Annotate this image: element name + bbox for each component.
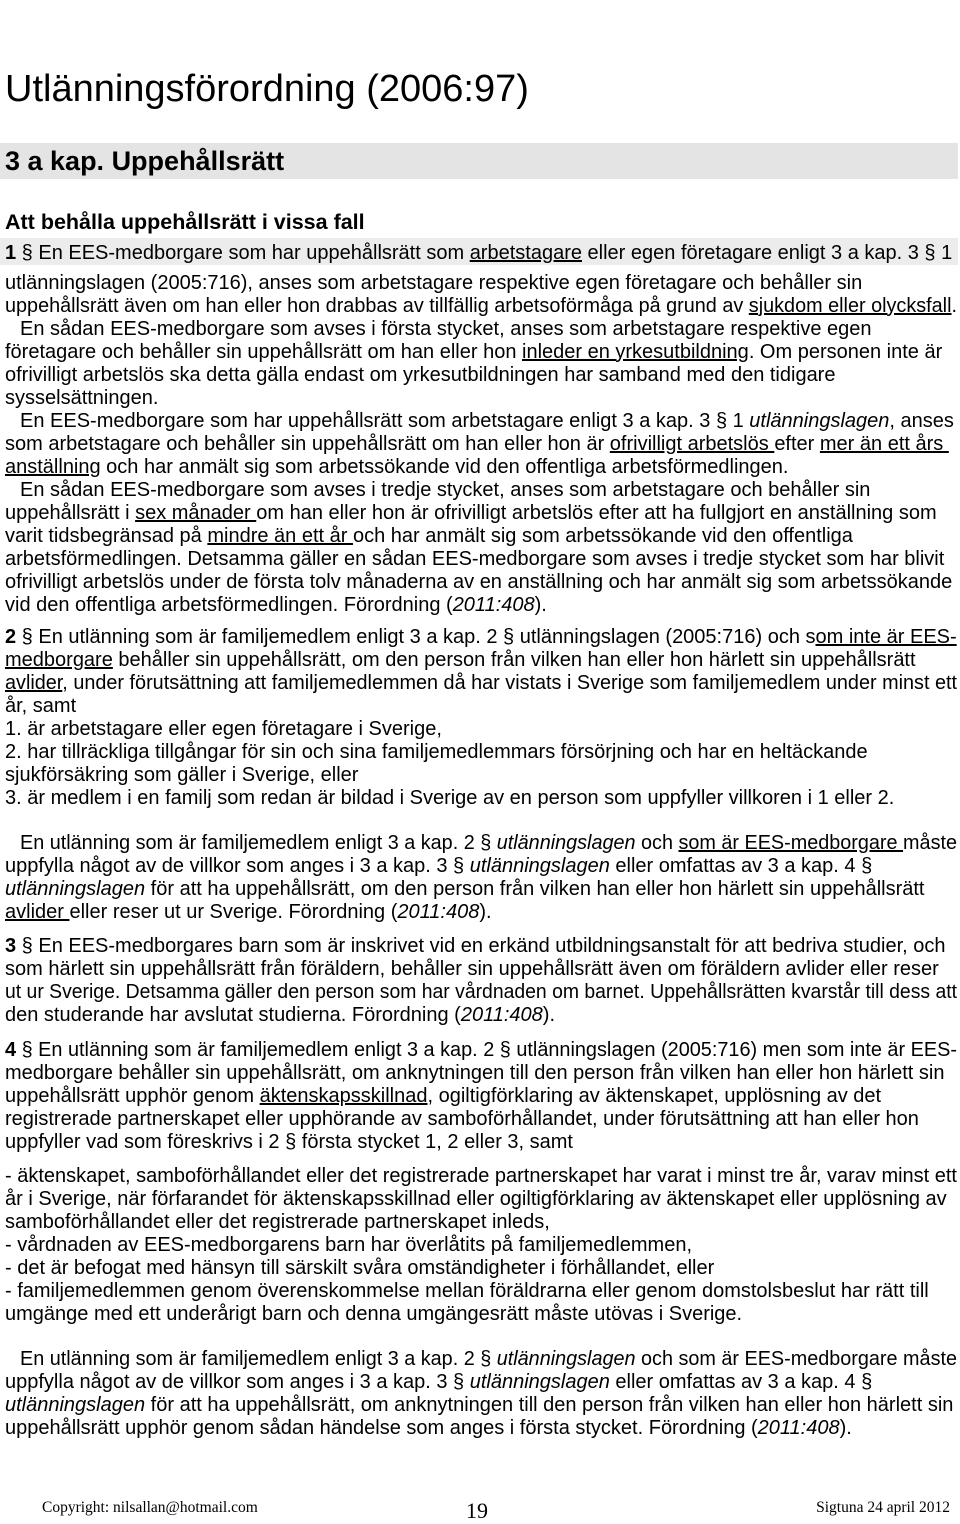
line-text [5, 1165, 957, 1188]
text-segment: som arbetstagare och behåller sin uppehållsrätt om han eller hon är [5, 432, 610, 455]
underlined-text: arbetstagare [469, 241, 582, 264]
line-text [5, 456, 788, 479]
italic-text: utlänningslagen [749, 409, 890, 432]
text-line [5, 901, 957, 924]
line-text [5, 242, 952, 265]
text-line [5, 1039, 957, 1062]
text-line [5, 433, 957, 456]
text-segment: eller reser ut ur Sverige. Förordning ( [69, 900, 398, 923]
text-line [5, 1348, 957, 1371]
italic-text: utlänningslagen [5, 877, 146, 900]
text-segment: som härlett sin uppehållsrätt från föräldern, behåller sin uppehållsrätt även om föräldern avlider eller reser [5, 957, 939, 980]
text-segment: medborgare behåller sin uppehållsrätt, om anknytningen till den person från vilken han eller hon härlett sin [5, 1061, 945, 1084]
text-line [5, 764, 957, 787]
text-line [5, 594, 957, 617]
text-segment: - vårdnaden av EES-medborgarens barn har överlåtits på familjemedlemmen, [5, 1233, 693, 1256]
line-text [5, 341, 942, 364]
text-line [5, 1062, 957, 1085]
text-segment: ofrivilligt arbetslös under de första tolv månaderna av en anställning och har anmält sig som arbetssökande [5, 570, 953, 593]
text-segment: för att ha uppehållsrätt, om den person från vilken han eller hon härlett sin uppehållsrätt [145, 877, 925, 900]
text-segment: år, samt [5, 694, 77, 717]
italic-text: utlänningslagen [496, 831, 636, 854]
line-text [5, 571, 952, 594]
text-line [5, 855, 957, 878]
line-text [5, 741, 868, 764]
line-text [20, 318, 872, 341]
text-segment: En utlänning som är familjemedlem enligt 3 a kap. 2 § [20, 831, 497, 854]
paragraph-1-stycke-4 [5, 479, 957, 617]
text-segment: En sådan EES-medborgare som avses i första stycket, anses som arbetstagare respektive egen [20, 317, 872, 340]
line-text [5, 787, 894, 810]
paragraph-2-stycke-1 [5, 626, 957, 810]
text-segment: samboförhållandet eller det registrerade partnerskapet inleds, [5, 1210, 550, 1233]
line-text [5, 1394, 953, 1417]
text-line [5, 410, 957, 433]
underlined-text: avlider [5, 671, 63, 694]
text-segment: En sådan EES-medborgare som avses i tredje stycket, anses som arbetstagare och behåller sin [20, 478, 871, 501]
footer-copyright: Copyright: nilsallan@hotmail.com [42, 1499, 258, 1516]
text-segment: registrerade partnerskapet eller upphörande av samboförhållandet, under förutsättning att han eller hon [5, 1107, 919, 1130]
underlined-text: mer än ett års [819, 432, 949, 455]
line-text [5, 855, 872, 878]
text-line [5, 1371, 957, 1394]
line-text [5, 958, 939, 981]
text-segment: uppehållsrätt i [5, 501, 136, 524]
text-line [5, 548, 957, 571]
text-segment: om han eller hon är ofrivilligt arbetslös efter att ha fullgjort en anställning som [256, 501, 937, 524]
line-text [5, 1417, 852, 1440]
section-number: 1 [5, 241, 17, 264]
italic-text: utlänningslagen [469, 854, 610, 877]
line-text [5, 295, 957, 318]
text-segment: - äktenskapet, samboförhållandet eller det registrerade partnerskapet har varat i minst tre år, varav minst ett [5, 1164, 957, 1187]
text-line [5, 981, 957, 1004]
text-segment: den studerande har avslutat studierna. Förordning ( [5, 1003, 461, 1026]
text-line [5, 787, 957, 810]
text-segment: eller egen företagare enligt 3 a kap. 3 § 1 [581, 241, 953, 264]
paragraph-1-stycke-2 [5, 318, 957, 410]
line-text [5, 1371, 872, 1394]
line-text [5, 1211, 550, 1234]
text-segment: ). [534, 593, 547, 616]
text-line [5, 272, 957, 295]
text-segment: . Om personen inte är [748, 340, 943, 363]
underlined-text: om inte är EES- [815, 625, 957, 648]
underlined-text: sex månader [135, 501, 257, 524]
document-title: Utlänningsförordning (2006:97) [5, 68, 529, 110]
paragraph-3-section [5, 935, 957, 1027]
text-segment: arbetsförmedlingen. Detsamma gäller en sådan EES-medborgare som avses i tredje stycket som har blivit [5, 547, 945, 570]
text-segment: efter [774, 432, 820, 455]
line-text [5, 649, 916, 672]
text-line [5, 1004, 957, 1027]
italic-text: utlänningslagen [469, 1370, 610, 1393]
text-segment: ). [479, 900, 492, 923]
italic-text: utlänningslagen [5, 1393, 146, 1416]
line-text [20, 479, 870, 502]
text-segment: En EES-medborgare som har uppehållsrätt som arbetstagare enligt 3 a kap. 3 § 1 [20, 409, 750, 432]
text-segment: uppfylla något av de villkor som anges i 3 a kap. 3 § [5, 854, 470, 877]
text-segment: eller omfattas av 3 a kap. 4 § [609, 854, 873, 877]
text-segment: för att ha uppehållsrätt, om anknytningen till den person från vilken han eller hon härlett sin [145, 1393, 954, 1416]
text-segment: ). [839, 1416, 852, 1439]
text-segment: 1. är arbetstagare eller egen företagare i Sverige, [5, 717, 442, 740]
text-segment: § En EES-medborgare som har uppehållsrätt som [16, 241, 470, 264]
text-line [5, 935, 957, 958]
text-line [5, 718, 957, 741]
paragraph-2-section [5, 626, 957, 810]
paragraph-1-stycke-3 [5, 410, 957, 479]
line-text [5, 525, 853, 548]
text-line [5, 1165, 957, 1188]
text-segment: - det är befogat med hänsyn till särskilt svåra omständigheter i förhållandet, eller [5, 1256, 715, 1279]
text-segment: uppehållsrätt upphör genom [5, 1084, 260, 1107]
text-segment: sjukförsäkring som gäller i Sverige, eller [5, 763, 359, 786]
text-segment: år i Sverige, när förfarandet för äktenskapsskillnad eller ogiltigförklaring av äktenskapet eller upplösning av [5, 1187, 947, 1210]
text-line [5, 741, 957, 764]
paragraph-2-stycke-2 [5, 832, 957, 924]
text-segment: - familjemedlemmen genom överenskommelse mellan föräldrarna eller genom domstolsbeslut har rätt till [5, 1279, 929, 1302]
line-text [5, 1004, 555, 1027]
text-segment: , ogiltigförklaring av äktenskapet, upplösning av det [427, 1084, 882, 1107]
paragraph-2-stycke-2-text [5, 832, 957, 924]
underlined-text: äktenskapsskillnad [259, 1084, 428, 1107]
text-segment: uppfyller vad som föreskrivs i 2 § första stycket 1, 2 eller 3, samt [5, 1130, 573, 1153]
underlined-text: sjukdom eller olycksfall [748, 294, 952, 317]
line-text [20, 832, 957, 855]
section-number: 4 [5, 1038, 17, 1061]
underlined-text: som är EES-medborgare [678, 831, 904, 854]
line-text [5, 364, 835, 387]
text-segment: uppehållsrätt upphör genom sådan händelse som anges i första stycket. Förordning ( [5, 1416, 758, 1439]
paragraph-4-stycke-1 [5, 1039, 957, 1154]
text-segment: § En EES-medborgares barn som är inskrivet vid en erkänd utbildningsanstalt för att bedriva studier, och [16, 934, 946, 957]
text-line [5, 958, 957, 981]
line-text [5, 1062, 944, 1085]
line-text [5, 764, 358, 787]
italic-text: 2011:408 [397, 900, 480, 923]
text-line [5, 649, 957, 672]
line-text [5, 502, 937, 525]
line-text [5, 594, 547, 617]
paragraph-1-section [5, 242, 957, 617]
text-line [5, 1280, 957, 1303]
text-segment: och har anmält sig som arbetssökande vid den offentliga arbetsförmedlingen. [100, 455, 789, 478]
text-line [5, 832, 957, 855]
paragraph-4-stycke-2 [5, 1348, 957, 1440]
line-text [5, 672, 957, 695]
line-text [5, 272, 862, 295]
text-line [5, 878, 957, 901]
section-number: 2 [5, 625, 17, 648]
text-line [5, 1188, 957, 1211]
text-line [5, 571, 957, 594]
underlined-text: mindre än ett år [207, 524, 353, 547]
section-subheading: Att behålla uppehållsrätt i vissa fall [5, 210, 365, 234]
footer-place-date: Sigtuna 24 april 2012 [816, 1499, 950, 1516]
text-line [5, 364, 957, 387]
text-line [5, 1211, 957, 1234]
line-text [5, 1108, 919, 1131]
text-segment: vid den offentliga arbetsförmedlingen. Förordning ( [5, 593, 453, 616]
text-segment: ofrivilligt arbetslös ska detta gälla endast om yrkesutbildningen har samband med den tidigare [5, 363, 836, 386]
line-text [5, 1085, 881, 1108]
paragraph-4-conditions [5, 1165, 957, 1326]
italic-text: 2011:408 [452, 593, 535, 616]
paragraph-4-dash-list [5, 1165, 957, 1326]
section-number: 3 [5, 934, 17, 957]
text-segment: utlänningslagen (2005:716), anses som arbetstagare respektive egen företagare och behåller sin [5, 271, 863, 294]
line-text [5, 1303, 742, 1326]
text-segment: sysselsättningen. [5, 386, 159, 409]
line-text [20, 410, 954, 433]
text-segment: 3. är medlem i en familj som redan är bildad i Sverige av en person som uppfyller villkoren i 1 eller 2. [5, 786, 895, 809]
text-segment: § En utlänning som är familjemedlem enligt 3 a kap. 2 § utlänningslagen (2005:716) men som inte är EES- [16, 1038, 958, 1061]
text-segment: ). [542, 1003, 555, 1026]
line-text [5, 1280, 929, 1303]
text-line [5, 387, 957, 410]
line-text [5, 548, 944, 571]
italic-text: 2011:408 [460, 1003, 543, 1026]
text-line [5, 1303, 957, 1326]
text-segment: företagare och behåller sin uppehållsrätt om han eller hon [5, 340, 522, 363]
text-line [5, 1394, 957, 1417]
text-line [5, 1085, 957, 1108]
chapter-heading: 3 a kap. Uppehållsrätt [5, 146, 285, 176]
text-segment: En utlänning som är familjemedlem enligt 3 a kap. 2 § [20, 1347, 497, 1370]
italic-text: 2011:408 [757, 1416, 840, 1439]
text-segment: uppehållsrätt även om han eller hon drabbas av tillfällig arbetsoförmåga på grund av [5, 294, 749, 317]
text-line [5, 525, 957, 548]
line-text [5, 1188, 947, 1211]
underlined-text: anställning [5, 455, 101, 478]
text-line [5, 1234, 957, 1257]
line-text [5, 981, 957, 1004]
text-segment: behåller sin uppehållsrätt, om den person från vilken han eller hon härlett sin uppehållsrätt [112, 648, 916, 671]
underlined-text: avlider [5, 900, 70, 923]
line-text [5, 695, 76, 718]
text-segment: , under förutsättning att familjemedlemmen då har vistats i Sverige som familjemedlem under minst ett [62, 671, 958, 694]
line-text [5, 718, 442, 741]
line-text [5, 626, 957, 649]
text-segment: umgänge med ett underårigt barn och denna umgängesrätt måste utövas i Sverige. [5, 1302, 743, 1325]
text-segment: uppfylla något av de villkor som anges i 3 a kap. 3 § [5, 1370, 470, 1393]
text-segment: ut ur Sverige. Detsamma gäller den person som har vårdnaden om barnet. Uppehållsrätten kvarstår till dess att [5, 980, 957, 1003]
text-segment: 2. har tillräckliga tillgångar för sin och sina familjemedlemmars försörjning och har en heltäckande [5, 740, 868, 763]
text-line [5, 1108, 957, 1131]
text-line [5, 1417, 957, 1440]
line-text [20, 1348, 957, 1371]
text-segment: , anses [889, 409, 954, 432]
text-line [5, 242, 957, 272]
line-text [5, 387, 158, 410]
text-line [5, 1257, 957, 1280]
paragraph-4-stycke-2-text [5, 1348, 957, 1440]
line-text [5, 901, 492, 924]
text-segment: . [951, 294, 957, 317]
text-line [5, 695, 957, 718]
paragraph-4-section [5, 1039, 957, 1154]
underlined-text: ofrivilligt arbetslös [609, 432, 775, 455]
paragraph-3-stycke-1 [5, 935, 957, 1027]
text-segment: eller omfattas av 3 a kap. 4 § [609, 1370, 873, 1393]
line-text [5, 1131, 573, 1154]
line-text [5, 878, 924, 901]
line-text [5, 935, 946, 958]
text-segment: måste [903, 831, 957, 854]
text-segment: och [635, 831, 679, 854]
text-line [5, 672, 957, 695]
footer-page-number: 19 [466, 1498, 488, 1523]
paragraph-1-stycke-1 [5, 242, 957, 318]
text-line [5, 341, 957, 364]
text-line [5, 626, 957, 649]
text-line [5, 1131, 957, 1154]
text-line [5, 295, 957, 318]
text-line [5, 502, 957, 525]
text-line [5, 456, 957, 479]
text-line [5, 479, 957, 502]
underlined-text: medborgare [5, 648, 113, 671]
line-text [5, 1257, 714, 1280]
line-text [5, 1039, 957, 1062]
text-segment: varit tidsbegränsad på [5, 524, 208, 547]
underlined-text: inleder en yrkesutbildning [522, 340, 749, 363]
text-segment: och har anmält sig som arbetssökande vid den offentliga [352, 524, 853, 547]
line-text [5, 433, 949, 456]
italic-text: utlänningslagen [496, 1347, 636, 1370]
text-segment: och som är EES-medborgare måste [635, 1347, 957, 1370]
text-line [5, 318, 957, 341]
text-segment: § En utlänning som är familjemedlem enligt 3 a kap. 2 § utlänningslagen (2005:716) och s [16, 625, 816, 648]
line-text [5, 1234, 692, 1257]
